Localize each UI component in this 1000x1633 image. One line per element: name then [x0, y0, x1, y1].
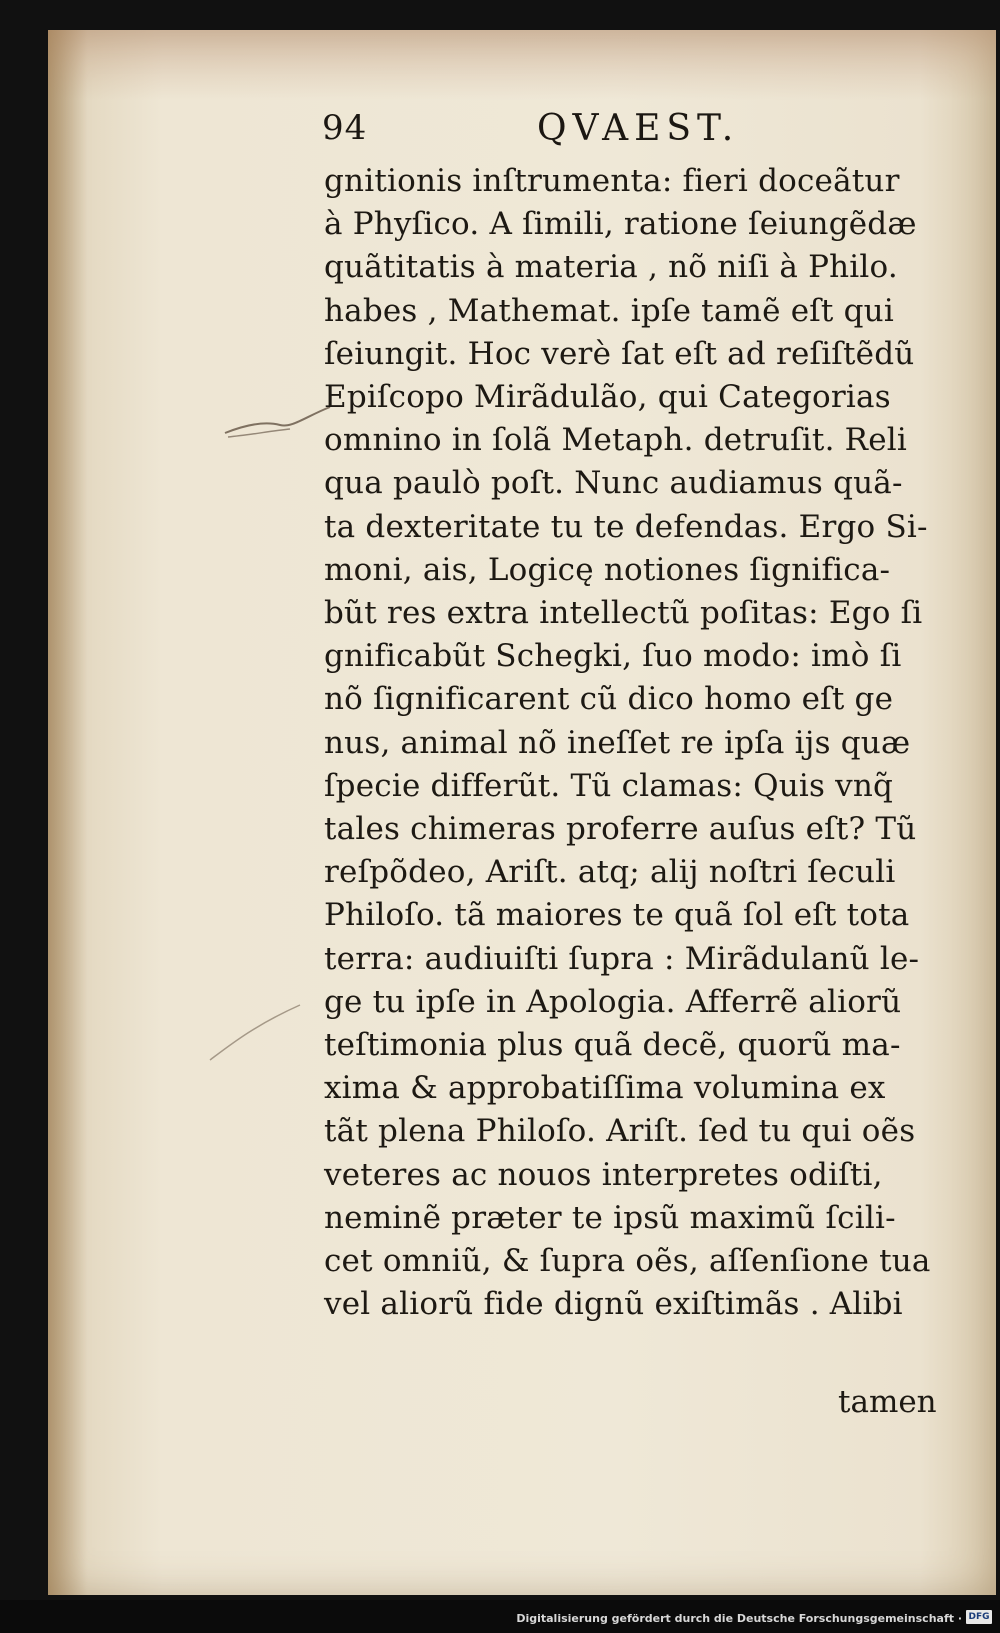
text-line: moni, ais, Logicę notiones ſignifica-: [324, 551, 891, 588]
text-line: terra: audiuiſti ſupra : Mirãdulanũ le-: [324, 940, 920, 977]
running-head: QVAEST.: [537, 108, 740, 149]
page-gutter-shadow: [48, 30, 88, 1595]
catchword: tamen: [838, 1384, 937, 1420]
text-line: Philoſo. tã maiores te quã ſol eſt tota: [324, 897, 910, 934]
text-line: nõ ſignificarent cũ dico homo eſt ge: [324, 681, 894, 718]
text-line: ſpecie differũt. Tũ clamas: Quis vnq̃: [324, 767, 894, 804]
text-line: reſpõdeo, Ariſt. atq; alij noſtri ſeculi: [324, 854, 896, 891]
text-line: bũt res extra intellectũ poſitas: Ego ſi: [324, 595, 923, 632]
text-line: omnino in ſolã Metaph. detruſit. Reli: [324, 422, 907, 459]
page-number: 94: [322, 108, 368, 148]
text-line: quãtitatis à materia , nõ niſi à Philo.: [324, 249, 898, 286]
text-line: gnitionis inſtrumenta: fieri doceãtur: [324, 163, 900, 199]
text-line: qua paulò poſt. Nunc audiamus quã-: [324, 465, 903, 502]
text-line: vel aliorũ fide dignũ exiſtimãs . Alibi: [324, 1286, 903, 1323]
page-stain: [48, 30, 996, 100]
text-line: teſtimonia plus quã decẽ, quorũ ma-: [324, 1027, 901, 1064]
text-line: cet omniũ, & ſupra oẽs, aſſenſione tua: [324, 1243, 931, 1280]
text-line: tãt plena Philoſo. Ariſt. ſed tu qui oẽs: [324, 1113, 916, 1150]
text-line: gnificabũt Schegki, ſuo modo: imò ſi: [324, 638, 902, 675]
text-line: habes , Mathemat. ipſe tamẽ eſt qui: [324, 292, 894, 329]
dfg-logo-icon: DFG: [966, 1610, 992, 1624]
text-line: à Phyſico. A ſimili, ratione ſeiungẽdæ: [324, 206, 917, 243]
text-line: Epiſcopo Mirãdulão, qui Categorias: [324, 379, 891, 416]
pen-stroke-mark-icon: [200, 990, 310, 1070]
text-line: tales chimeras proferre auſus eſt? Tũ: [324, 811, 917, 848]
digitization-credit: Digitalisierung gefördert durch die Deutsche Forschungsgemeinschaft ·: [516, 1612, 962, 1625]
pen-stroke-mark-icon: [220, 395, 340, 445]
text-line: xima & approbatiſſima volumina ex: [324, 1070, 886, 1107]
text-line: neminẽ præter te ipsũ maximũ ſcili-: [324, 1199, 896, 1236]
text-line: ge tu ipſe in Apologia. Afferrẽ aliorũ: [324, 983, 902, 1020]
text-line: veteres ac nouos interpretes odiſti,: [324, 1156, 883, 1193]
text-line: nus, animal nõ ineſſet re ipſa ijs quæ: [324, 724, 911, 761]
page-header: [322, 108, 882, 148]
body-text: [324, 160, 944, 1326]
text-line: ſeiungit. Hoc verè ſat eſt ad reſiſtẽdũ: [324, 335, 915, 372]
text-line: ta dexteritate tu te defendas. Ergo Si-: [324, 508, 928, 545]
